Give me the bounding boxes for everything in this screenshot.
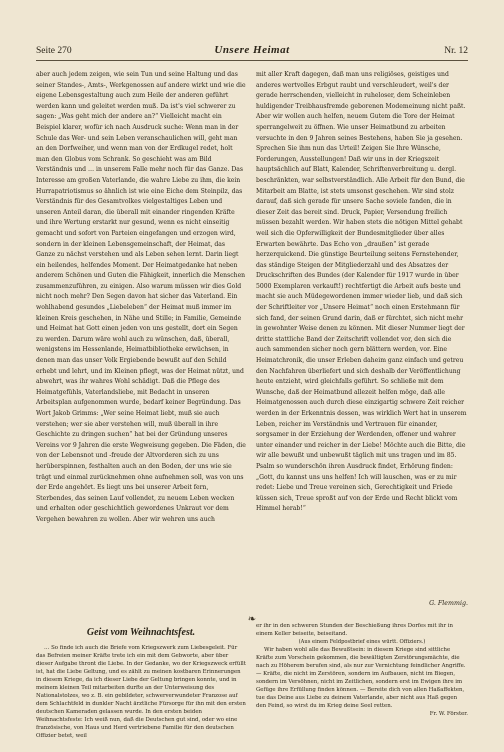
page-header: [36, 44, 468, 58]
article-text-right: mit aller Kraft dagegen, daß man uns religiöses, geistiges und anderes wertvolles Erbgut raubt und verschleudert, weil's der gerade herrschenden, vielleicht in ruheloser, dem Scheinleben huldigender Treibhausfremde geborenen Modemeinung nicht paßt. Aber wir wollen auch helfen, neuem Gutem die Tore der Heimat sperrangelweit zu öffnen. Wie unser Heimatbund zu arbeiten versuchte in den 9 Jahren seines Bestehens, haben Sie ja gesehen. Sprechen Sie ihm nun das Urteil! Zeigen Sie Ihre Wünsche, Forderungen, Ausstellungen! Daß wir uns in der Kriegszeit hauptsächlich auf Blatt, Kalender, Schriftenverbreitung u. dergl. beschränkten, war selbstverständlich. Alle Arbeit für den Bund, die Mitarbeit am Blatte, ist stets umsonst geschehen. Wir sind stolz darauf, daß sich gerade für unsere Sache soviele fanden, die in dieser Zeit das bereit sind. Druck, Papier, Versendung freilich müssen bezahlt werden. Wir haben stets die nötigen Mittel gehabt weil sich die Opferwilligkeit der Bundesmitglieder über alles Erwarten bewährte. Das Echo von „draußen“ ist gerade herzerquickend. Die günstige Beurteilung seitens Fernstehender, das ständige Steigen der Mitgliederzahl und des Absatzes der Druckschriften des Bundes (der Kalender für 1917 wurde in über 5000 Exemplaren verkauft!) rechtfertigt die Arbeit aufs beste und macht sie auch Müdegewordenen immer wieder lieb, und daß sich der Schriftleiter vor „Unsere Heimat“ noch einen Erstehmann für sich fand, der seinen Grund darin, daß er fürchtet, sich nicht mehr in gewohnter Weise denen zu können. Mit dieser Nummer liegt der dritte stattliche Band der Zeitschrift vollendet vor, den sich die auch sammenden sicher noch gern blättern werden, vor. Eine Heimatchronik, die unser Erleben daheim ganz einfach und getreu den Nachfahren überliefert und sich deshalb der Veröffentlichung heute entzieht, wird gleichfalls geführt. So schließe mit dem Wunsche, daß der Heimatbund allezeit helfen möge, daß alle Heimatgenossen auch durch diese einzigartig schwere Zeit reicher werden in der Erkenntnis dessen, was wirklich Wert hat in unserem Leben, reicher im Verständnis und Vertrauen für einander, sorgsamer in der Erziehung der Werdenden, offener und wahrer unter einander und reicher in der Liebe! Möchte auch die Bitte, die wir alle bewußt und unbewußt täglich mit uns tragen und im 85. Psalm so wunderschön ihren Ausdruck findet, Erhörung finden: „Gott, du kannst uns uns helfen! Ich will lauschen, was er zu mir redet: Liebe und Treue vereinen sich, Gerechtigkeit und Friede küssen sich, Treue sproßt auf von der Erde und Recht blickt vom Himmel herab!“: [256, 71, 467, 513]
section-text-right: er ihr in den schweren Stunden der Beschießung ihres Dorfes mit ihr in einem Keller beiseite, beiseitand.: [256, 623, 453, 637]
journal-title: Unsere Heimat: [214, 44, 290, 56]
section-text-left: … So finde ich auch die Briefe vom Kriegszwerk zum Liebesgeleit. Für das Befreien meiner Kräfte trete ich ein mit dem Gebworte, aber über dieser Aufgabe thront die Liebe. In der Gedanke, wo der Kriegszweck erfüllt ist, hat die Liebe Geltung, und es zählt zu meinen kostbaren Erinnerungen in diesem Kriege, da ich dieser Liebe der Geltung bringen konnte, und in meinem kleinen Teil mitarbeiten durfte an der Unterweisung des Nationalstolzes, wo z. B. ein gebildeter, schwerverwundeter Franzose auf dem Schlachtfeld in dunkler Nacht ärztliche Fürsorge für ihn mit den ersten deutschen Kameraden gelassen wurde. In den ersten beiden Weihnachtsfeste: Ich weiß nun, daß die Deutschen gut sind, oder wo eine französische, von Haus und Herd vertriebene Familie für den deutschen Offizier betet, weil: [36, 645, 246, 739]
article-column-left: [36, 70, 246, 610]
section-column-left: [36, 644, 246, 739]
header-rule: [36, 60, 468, 61]
article-text-left: aber auch jedem zeigen, wie sein Tun und seine Haltung und das seiner Standes-, Amts-, Werkgenossen auf andere wirkt und wie die eigene Lebensgestaltung auch zum Heile der anderen geführt werden kann und geleitet werden muß. Da ist's viel schwerer zu sagen: „Was geht mich der andere an?“ Vielleicht macht ein Beispiel klarer, wofür ich nach Ausdruck suche: Wenn man in der Schule das Wer- und sein Leben veranschaulichen will, geht man an den Dorfweiher, und wenn man von der Erdkugel redet, holt man den Globus vom Schrank. So geschieht was am Bild Verständnis und … in unserem Falle mehr noch für das Ganze. Das Interesse am großen Vaterlande, die wahre Liebe zu ihm, die kein Hurrapatriotismus so ähnlich ist wie eine Eiche dem Steinpilz, das Verständnis für des Gesamtvolkes vielgestaltiges Leben und unseren Anteil daran, die überall mit einander ringenden Kräfte und ihre Wertung erstarkt nur gesund, wenn es nicht einseitig gemacht und sofort von Parteien eingefangen und erzogen wird, sondern in der kleinen Lebensgemeinschaft, der Heimat, das Ganze zu nächst verstehen und als Leben sehen lernt. Darin liegt ein heilendes, helfendes Moment. Der Heimatgedanke hat neben anderem Schönen und Guten die Fähigkeit, innerlich die Menschen zusammenzuführen, zu einigen. Also warum müssen wir dies Gold nicht noch mehr? Den Segen davon hat sicher das Vaterland. Ein wohlhabend gesundes „Liebeleben“ der Heimat muß immer im kleinen Kreis geschehen, in Nähe und Stille; in Familie, Gemeinde und Heimat hat Gott einen jeden von uns gestellt, dort ein Segen zu werden. Darum wäre wohl auch zu wünschen, daß, überall, wenigstens im Hessenlande, Heimatbibliotheke erwüchsen, in denen man das unser Volk Ergiebende bewußt auf den Schild erhebt und lehrt, und im Kleinen pflegt, was der Heimat nützt, und abwehrt, was ihr wahres Wohl schädigt. Daß die Pflege des Heimatgefühls, Vaterlandsliebe, mit Bedacht in unseren Arbeitsplan aufgenommen wurde, bedarf keiner Begründung. Das Wort Jakob Grimms: „Wer seine Heimat liebt, muß sie auch verstehen; wer sie aber verstehen will, muß überall in ihre Geschichte zu dringen suchen“ hat bei der Gründung unseres Vereins vor 9 Jahren die erste Wegweisung gegeben. Die Fäden, die von der Lebensnot und -freude der Altvorderen sich zu uns herüberspinnen, festhalten auch an den Boden, der uns wie sie trägt und einmal zurücknehmen ohne aufnehmen soll, was von uns der Erde angehört. Es liegt uns bei unserer Arbeit fern, Sterbendes, das seinen Lauf vollendet, zu neuem Leben wecken und erhalten oder geschichtlich gewordenes Unkraut vor dem Vergehen bewahren zu wollen. Aber wir wehren uns auch: [36, 71, 246, 523]
quote-signature: Fr. W. Förster.: [429, 711, 468, 717]
ornament-icon: ❧: [247, 614, 257, 625]
section-text-right-2: Wir haben wohl alle das Bewußtsein: in diesem Kriege sind sittliche Kräfte zum Vorschein gekommen, die bewältigten Zerstörungsmächte, die nach zu Höherem berufen sind, als nur zur Vernichtung feindlicher Angriffe. — Kräfte, die nicht im Zerstören, sondern im Aufbauen, nicht im Biegen, sondern im Versöhnen, nicht im Zeitlichen, sondern erst im Ewigen ihre im Gefüge ihre Erfüllung finden können. — Bereite dich von allen Haßaffekten, tue das Deine aus Liebe zu deinem Vaterlande, aber nicht aus Haß gegen den Feind, so wirst du im Krieg deine Seel retten.: [256, 647, 466, 709]
article-column-right: [256, 70, 468, 610]
issue-number: Nr. 12: [444, 46, 468, 56]
article-signature: G. Flemmig.: [429, 600, 468, 607]
page-number: Seite 270: [36, 46, 72, 56]
section-title: Geist vom Weihnachtsfest.: [86, 627, 196, 638]
section-column-right: [256, 622, 468, 734]
source-note: (Aus einem Feldpostbrief eines württ. Offiziers.): [298, 639, 426, 645]
